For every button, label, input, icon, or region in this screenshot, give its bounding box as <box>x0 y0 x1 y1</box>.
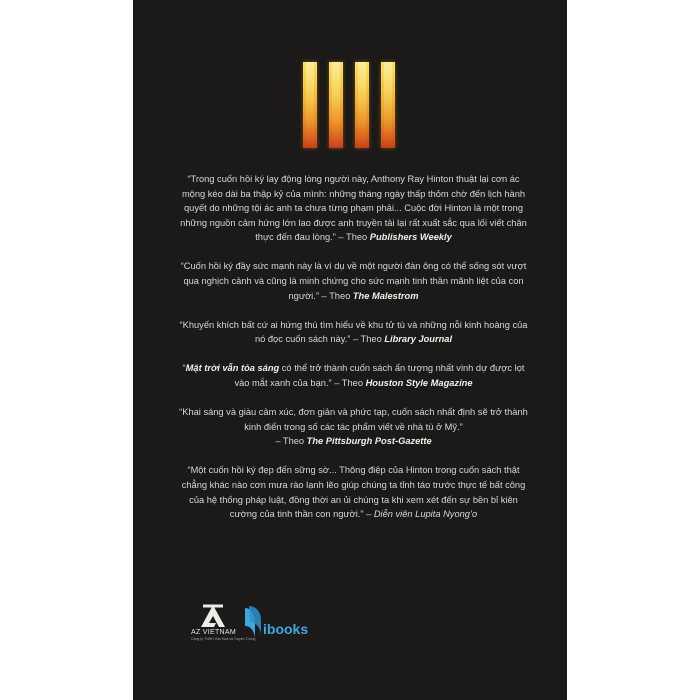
quote-3: “Khuyến khích bất cứ ai hứng thú tìm hiểu về khu tử tù và những nỗi kinh hoàng của nó đọc cuốn sách này.” – Theo Library Journal <box>179 319 528 345</box>
quote-1: “Trong cuốn hồi ký lay động lòng người này, Anthony Ray Hinton thuật lại cơn ác mộng kéo dài ba thập kỷ của mình: những tháng ngày thấp thỏm chờ đến lịch hành quyết do những tội ác anh ta chưa từng phạm phải... Cuộc đời Hinton là một trong những nguồn cảm hứng lớn lao được anh truyền tải lại rất xuất sắc qua lối viết chân thực đến đau lòng.” – Theo Publishers Weekly <box>180 174 527 243</box>
bar-1 <box>303 62 317 148</box>
quote-source: Publishers Weekly <box>369 232 452 243</box>
az-vietnam-logo <box>191 604 256 641</box>
quote-2: “Cuốn hồi ký đầy sức mạnh này là ví dụ về một người đàn ông có thể sống sót vượt qua nghịch cảnh và cũng là minh chứng cho sức mạnh tinh thần mãnh liệt của con người.” – Theo The Malestrom <box>180 261 527 301</box>
quote-source: The Pittsburgh Post-Gazette <box>306 436 432 447</box>
bar-4 <box>381 62 395 148</box>
bar-2 <box>329 62 343 148</box>
quote-5: “Khai sáng và giàu cảm xúc, đơn giản và phức tạp, cuốn sách nhất định sẽ trở thành kinh điển trong số các tác phẩm viết về nhà tù ở Mỹ.” – Theo The Pittsburgh Post-Gazette <box>179 407 528 447</box>
az-vietnam-name: AZ VIETNAM <box>191 629 237 636</box>
ibooks-wordmark: ibooks <box>263 621 309 637</box>
book-back-cover <box>133 0 567 700</box>
quote-4: “Mặt trời vẫn tỏa sáng có thể trở thành cuốn sách ấn tượng nhất vinh dự được lọt vào mắt xanh của bạn.” – Theo Houston Style Magazine <box>182 363 525 389</box>
bar-3 <box>355 62 369 148</box>
publisher-logos <box>133 600 567 660</box>
az-triangle-icon <box>200 604 226 628</box>
quote-source: Diễn viên Lupita Nyong’o <box>373 509 478 520</box>
az-vietnam-subtitle: Công ty TNHH Văn Hoá và Truyền Thông <box>191 637 256 641</box>
quote-source: Library Journal <box>384 334 453 345</box>
quotes-block <box>175 172 532 522</box>
quote-6: “Một cuốn hồi ký đẹp đến sững sờ... Thông điệp của Hinton trong cuốn sách thật chẳng khác nào cơn mưa rào lạnh lẽo giúp chúng ta tỉnh táo trước thực tế bất công của hệ thống pháp luật, đồng thời an ủi chúng ta khi xem xét đến sự bền bỉ kiên cường của tinh thần con người.” – Diễn viên Lupita Nyong’o <box>181 465 526 520</box>
prison-bars-graphic <box>303 62 395 148</box>
quote-source: The Malestrom <box>352 290 419 301</box>
quote-source: Houston Style Magazine <box>365 378 473 389</box>
book-title-reference: Mặt trời vẫn tỏa sáng <box>185 363 280 374</box>
